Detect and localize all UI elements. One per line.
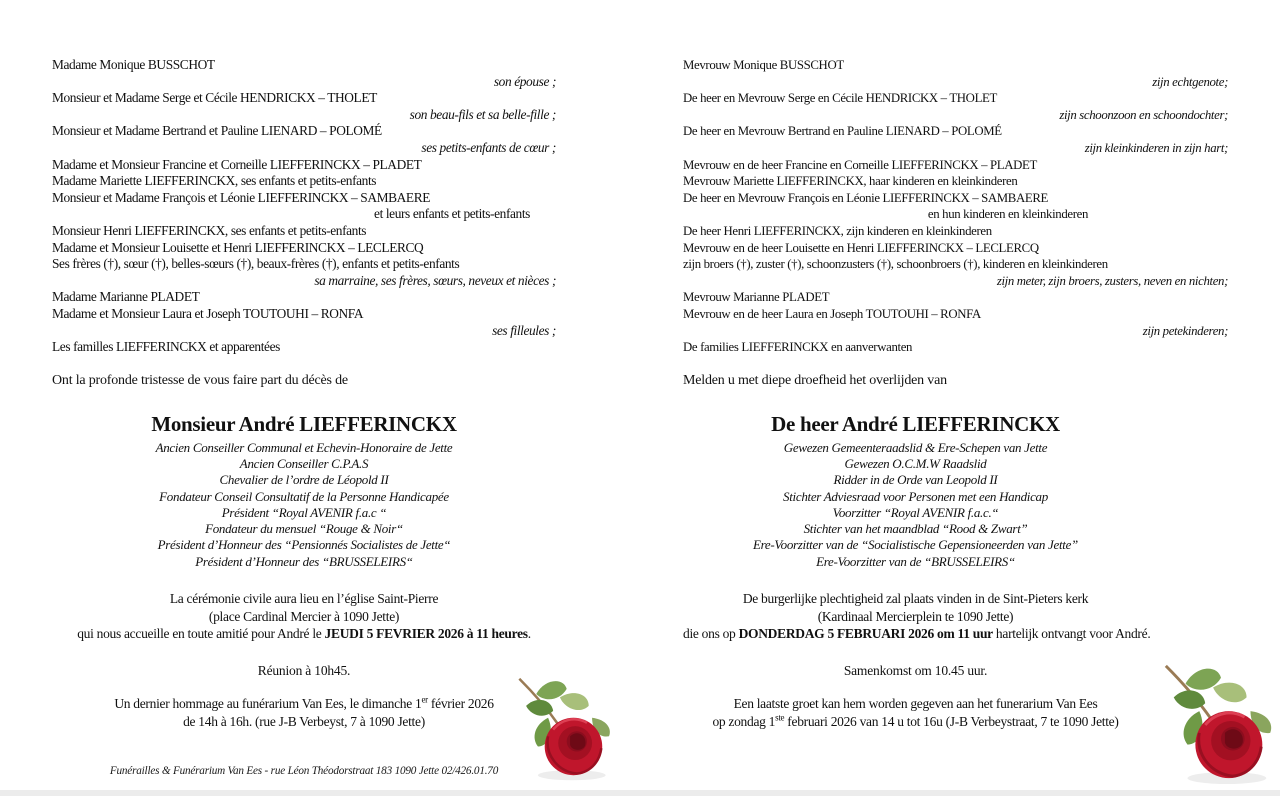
honors-list-nl <box>683 440 1148 570</box>
deceased-name-fr: Monsieur André LIEFFERINCKX <box>151 411 457 436</box>
centered-block-nl <box>683 411 1151 731</box>
meeting-time-nl: Samenkomst om 10.45 uur. <box>843 662 988 678</box>
family-line: Madame Mariette LIEFFERINCKX, ses enfants et petits-enfants <box>52 173 377 189</box>
rose-image <box>505 672 625 782</box>
dutch-page <box>683 57 1228 731</box>
ceremony-details-fr <box>52 590 556 643</box>
ordinal-superscript: ste <box>775 712 785 723</box>
honor-line: Président “Royal AVENIR f.a.c “ <box>221 504 387 520</box>
family-line: zijn echtgenote; <box>1152 74 1228 89</box>
family-line: sa marraine, ses frères, sœurs, neveux et nièces ; <box>314 272 556 288</box>
family-line: Monsieur et Madame François et Léonie LIEFFERINCKX – SAMBAERE <box>52 189 431 205</box>
family-line: Mevrouw en de heer Francine en Corneille LIEFFERINCKX – PLADET <box>683 157 1037 172</box>
ceremony-details-nl <box>683 590 1151 643</box>
family-line: zijn meter, zijn broers, zusters, neven en nichten; <box>996 273 1228 288</box>
family-line: Madame Monique BUSSCHOT <box>52 57 215 72</box>
family-line: Les familles LIEFFERINCKX et apparentées <box>52 339 280 355</box>
family-line: en hun kinderen en kleinkinderen <box>927 207 1088 222</box>
ceremony-location-fr: La cérémonie civile aura lieu en l’église Saint-Pierre <box>169 591 439 607</box>
tribute-line1-prefix: Un dernier hommage au funérarium Van Ees, le dimanche 1 <box>114 696 422 712</box>
ceremony-datetime-suffix: . <box>527 626 531 642</box>
honor-line: Ere-Voorzitter van de “Socialistische Gepensioneerden van Jette” <box>753 537 1078 553</box>
ceremony-datetime-fr <box>52 625 556 643</box>
tribute-line2-fr: de 14h à 16h. (rue J-B Verbeyst, 7 à 1090 Jette) <box>183 714 425 730</box>
honor-line: Gewezen Gemeenteraadslid & Ere-Schepen van Jette <box>783 439 1048 455</box>
ceremony-address-fr: (place Cardinal Mercier à 1090 Jette) <box>208 608 400 624</box>
honor-line: Fondateur Conseil Consultatif de la Personne Handicapée <box>159 488 449 504</box>
family-line: son beau-fils et sa belle-fille ; <box>409 106 556 122</box>
family-line: Mevrouw Marianne PLADET <box>683 290 830 305</box>
honor-line: Ancien Conseiller Communal et Echevin-Honoraire de Jette <box>155 439 453 455</box>
family-line: Mevrouw Mariette LIEFFERINCKX, haar kinderen en kleinkinderen <box>683 174 1018 189</box>
honor-line: Président d’Honneur des “Pensionnés Socialistes de Jette“ <box>157 537 451 553</box>
meeting-time-fr: Réunion à 10h45. <box>257 662 351 678</box>
family-line: zijn petekinderen; <box>1142 323 1228 338</box>
family-line: De heer en Mevrouw Bertrand en Pauline LIENARD – POLOMÉ <box>683 124 1002 139</box>
page-bottom-edge <box>0 790 1280 796</box>
tribute-line2-prefix: op zondag 1 <box>712 714 776 730</box>
ceremony-datetime-bold: DONDERDAG 5 FEBRUARI 2026 om 11 uur <box>738 626 993 642</box>
family-list-fr <box>52 57 556 356</box>
family-list-nl <box>683 57 1228 356</box>
ceremony-location-nl: De burgerlijke plechtigheid zal plaats vinden in de Sint-Pieters kerk <box>742 591 1089 607</box>
family-line: Madame et Monsieur Francine et Corneille LIEFFERINCKX – PLADET <box>52 156 422 172</box>
family-line: Madame et Monsieur Louisette et Henri LIEFFERINCKX – LECLERCQ <box>52 239 424 255</box>
honor-line: Fondateur du mensuel “Rouge & Noir“ <box>205 521 403 537</box>
honor-line: Gewezen O.C.M.W Raadslid <box>844 455 987 471</box>
family-line: De heer en Mevrouw Serge en Cécile HENDRICKX – THOLET <box>683 91 997 106</box>
family-line: De heer Henri LIEFFERINCKX, zijn kinderen en kleinkinderen <box>683 223 992 238</box>
family-line: son épouse ; <box>493 73 556 89</box>
deceased-name-nl: De heer André LIEFFERINCKX <box>771 411 1060 436</box>
family-line: De families LIEFFERINCKX en aanverwanten <box>683 340 913 355</box>
ceremony-datetime-prefix: qui nous accueille en toute amitié pour André le <box>77 626 325 642</box>
honor-line: Stichter Adviesraad voor Personen met een Handicap <box>783 488 1048 504</box>
family-line: Mevrouw en de heer Laura en Joseph TOUTOUHI – RONFA <box>683 306 981 321</box>
ordinal-superscript: er <box>421 694 428 705</box>
tribute-line2-nl <box>683 713 1148 731</box>
ceremony-datetime-nl <box>683 625 1151 643</box>
family-line: Ses frères (†), sœur (†), belles-sœurs (†), beaux-frères (†), enfants et petits-enfants <box>52 256 460 272</box>
announcement-intro-fr: Ont la profonde tristesse de vous faire part du décès de <box>52 372 348 388</box>
french-page <box>52 57 556 731</box>
ceremony-datetime-bold: JEUDI 5 FEVRIER 2026 à 11 heures <box>324 626 528 642</box>
ceremony-datetime-prefix: die ons op <box>683 626 739 642</box>
honor-line: Président d’Honneur des “BRUSSELEIRS“ <box>195 553 413 569</box>
family-line: ses petits-enfants de cœur ; <box>421 139 556 155</box>
family-line: Monsieur et Madame Bertrand et Pauline LIENARD – POLOMÉ <box>52 123 382 139</box>
family-line: Madame et Monsieur Laura et Joseph TOUTOUHI – RONFA <box>52 305 364 321</box>
family-line: Mevrouw Monique BUSSCHOT <box>683 58 844 72</box>
tribute-details-fr <box>52 695 556 730</box>
tribute-line1-nl: Een laatste groet kan hem worden gegeven aan het funerarium Van Ees <box>733 696 1098 712</box>
family-line: Madame Marianne PLADET <box>52 289 200 305</box>
ceremony-address-nl: (Kardinaal Mercierplein te 1090 Jette) <box>817 608 1014 624</box>
family-line: zijn kleinkinderen in zijn hart; <box>1084 140 1228 155</box>
family-line: zijn broers (†), zuster (†), schoonzusters (†), schoonbroers (†), kinderen en kleinkinderen <box>683 257 1108 272</box>
family-line: ses filleules ; <box>492 322 556 338</box>
honor-line: Stichter van het maandblad “Rood & Zwart” <box>803 521 1028 537</box>
family-line: Monsieur et Madame Serge et Cécile HENDRICKX – THOLET <box>52 90 377 106</box>
tribute-details-nl <box>683 695 1148 730</box>
family-line: Monsieur Henri LIEFFERINCKX, ses enfants et petits-enfants <box>52 222 367 238</box>
tribute-line1-suffix: février 2026 <box>427 696 494 712</box>
honors-list-fr <box>52 440 556 570</box>
announcement-intro-nl: Melden u met diepe droefheid het overlijden van <box>683 372 947 388</box>
honor-line: Chevalier de l’ordre de Léopold II <box>219 472 389 488</box>
honor-line: Ridder in de Orde van Leopold II <box>833 472 998 488</box>
tribute-line1-fr <box>52 695 556 713</box>
tribute-line2-suffix: februari 2026 van 14 u tot 16u (J-B Verbeystraat, 7 te 1090 Jette) <box>784 714 1119 730</box>
honor-line: Voorzitter “Royal AVENIR f.a.c.“ <box>832 504 999 520</box>
family-line: De heer en Mevrouw François en Léonie LIEFFERINCKX – SAMBAERE <box>683 190 1048 205</box>
rose-image <box>1156 652 1280 792</box>
family-line: et leurs enfants et petits-enfants <box>374 206 530 222</box>
family-line: zijn schoonzoon en schoondochter; <box>1059 107 1228 122</box>
family-line: Mevrouw en de heer Louisette en Henri LIEFFERINCKX – LECLERCQ <box>683 240 1039 255</box>
ceremony-datetime-suffix: hartelijk ontvangt voor André. <box>992 626 1151 642</box>
honor-line: Ere-Voorzitter van de “BRUSSELEIRS“ <box>816 553 1015 569</box>
honor-line: Ancien Conseiller C.P.A.S <box>239 455 369 471</box>
funeral-home-footer: Funérailles & Funérarium Van Ees - rue Léon Théodorstraat 183 1090 Jette 02/426.01.70 <box>109 765 499 777</box>
